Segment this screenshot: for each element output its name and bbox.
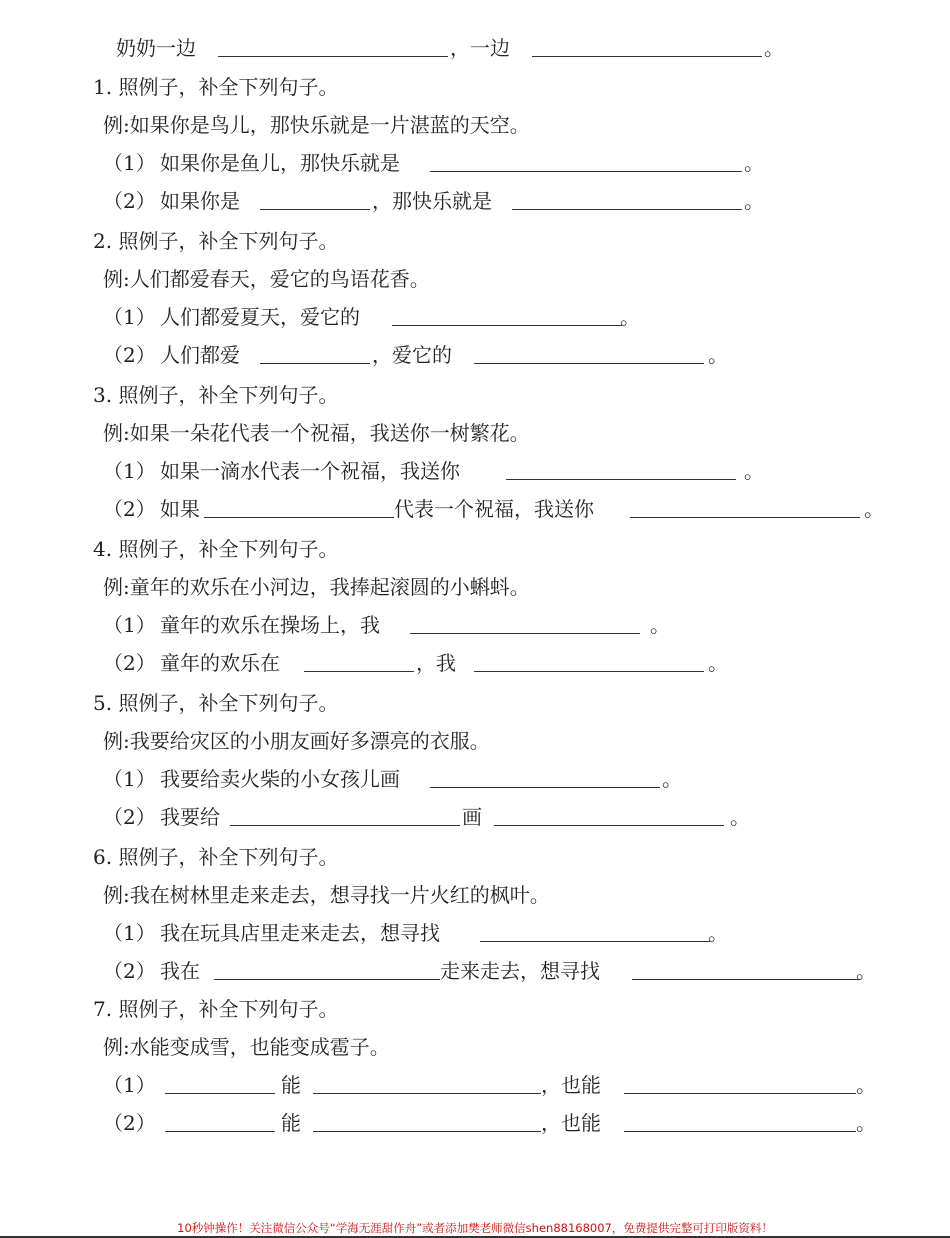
answer-blank[interactable] [474, 363, 704, 364]
section-2-item-1: （1） 人们都爱夏天，爱它的 。 [103, 305, 640, 329]
answer-blank[interactable] [410, 633, 640, 634]
answer-blank[interactable] [165, 1131, 275, 1132]
section-3-item-1: （1） 如果一滴水代表一个祝福，我送你 。 [103, 459, 764, 483]
answer-blank[interactable] [218, 56, 448, 57]
intro-line [0, 29, 950, 67]
section-5-item-2: （2） 我要给 画 。 [103, 805, 750, 829]
section-6-item-2: （2） 我在 走来走去，想寻找 。 [103, 959, 876, 983]
section-7-item-1: （1） 能 ，也能 。 [103, 1073, 876, 1097]
section-6-heading: 6. 照例子，补全下列句子。 [93, 845, 339, 869]
answer-blank[interactable] [630, 517, 860, 518]
section-3-item-2: （2） 如果 代表一个祝福，我送你 。 [103, 497, 884, 521]
footer-promo-text: 10秒钟操作！关注微信公众号“学海无涯甜作舟”或者添加樊老师微信shen88168007，免费提供完整可打印版资料！ [177, 1221, 773, 1235]
answer-blank[interactable] [214, 979, 440, 980]
section-4-item-2: （2） 童年的欢乐在 ，我 。 [103, 651, 728, 675]
answer-blank[interactable] [494, 825, 724, 826]
answer-blank[interactable] [313, 1093, 541, 1094]
answer-blank[interactable] [392, 325, 622, 326]
answer-blank[interactable] [532, 56, 762, 57]
section-1-item-2: （2） 如果你是 ，那快乐就是 。 [103, 189, 764, 213]
section-1-item-1: （1） 如果你是鱼儿，那快乐就是 。 [103, 151, 764, 175]
answer-blank[interactable] [474, 671, 704, 672]
intro-mid: ，一边 [450, 36, 510, 60]
answer-blank[interactable] [480, 941, 710, 942]
section-4-item-1: （1） 童年的欢乐在操场上，我 。 [103, 613, 670, 637]
section-7-heading: 7. 照例子，补全下列句子。 [93, 997, 339, 1021]
answer-blank[interactable] [624, 1093, 856, 1094]
section-6-item-1: （1） 我在玩具店里走来走去，想寻找 。 [103, 921, 728, 945]
answer-blank[interactable] [204, 517, 394, 518]
section-6-example: 例:我在树林里走来走去，想寻找一片火红的枫叶。 [103, 883, 550, 907]
section-5-example: 例:我要给灾区的小朋友画好多漂亮的衣服。 [103, 729, 490, 753]
intro-end: 。 [764, 36, 784, 60]
section-2-item-2: （2） 人们都爱 ，爱它的 。 [103, 343, 728, 367]
answer-blank[interactable] [632, 979, 860, 980]
section-7-item-2: （2） 能 ，也能 。 [103, 1111, 876, 1135]
section-3-example: 例:如果一朵花代表一个祝福，我送你一树繁花。 [103, 421, 530, 445]
answer-blank[interactable] [165, 1093, 275, 1094]
section-1-example: 例:如果你是鸟儿，那快乐就是一片湛蓝的天空。 [103, 113, 530, 137]
section-2-example: 例:人们都爱春天，爱它的鸟语花香。 [103, 267, 430, 291]
section-5-item-1: （1） 我要给卖火柴的小女孩儿画 。 [103, 767, 682, 791]
answer-blank[interactable] [260, 209, 370, 210]
section-5-heading: 5. 照例子，补全下列句子。 [93, 691, 339, 715]
answer-blank[interactable] [304, 671, 414, 672]
section-7-example: 例:水能变成雪，也能变成雹子。 [103, 1035, 390, 1059]
section-1-heading: 1. 照例子，补全下列句子。 [93, 75, 339, 99]
section-2-heading: 2. 照例子，补全下列句子。 [93, 229, 339, 253]
answer-blank[interactable] [430, 171, 742, 172]
intro-pre: 奶奶一边 [116, 36, 196, 60]
answer-blank[interactable] [230, 825, 460, 826]
answer-blank[interactable] [260, 363, 370, 364]
answer-blank[interactable] [506, 479, 736, 480]
section-4-heading: 4. 照例子，补全下列句子。 [93, 537, 339, 561]
answer-blank[interactable] [624, 1131, 856, 1132]
section-4-example: 例:童年的欢乐在小河边，我捧起滚圆的小蝌蚪。 [103, 575, 530, 599]
answer-blank[interactable] [430, 787, 660, 788]
answer-blank[interactable] [313, 1131, 541, 1132]
section-3-heading: 3. 照例子，补全下列句子。 [93, 383, 339, 407]
answer-blank[interactable] [512, 209, 742, 210]
